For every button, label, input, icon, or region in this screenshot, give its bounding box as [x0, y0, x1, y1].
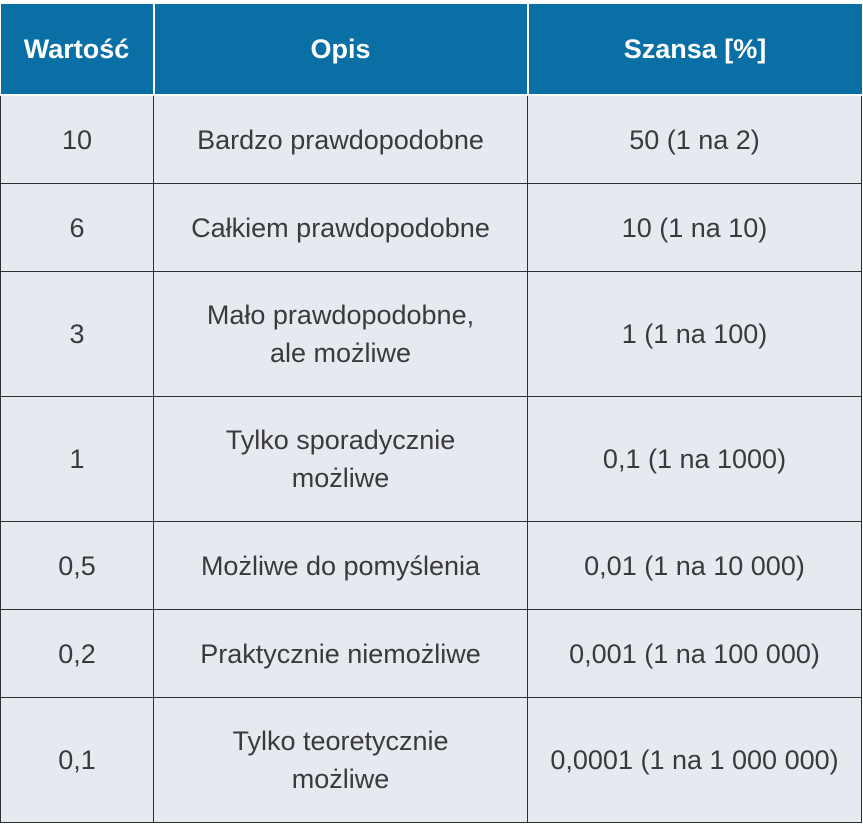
header-row: [1, 4, 862, 95]
cell-value: 0,5: [1, 522, 154, 610]
probability-table: [0, 4, 862, 823]
table-row: [1, 522, 862, 610]
description-line: Możliwe do pomyślenia: [200, 550, 481, 581]
cell-chance: 0,001 (1 na 100 000): [528, 610, 862, 698]
cell-description: [154, 272, 528, 397]
description-line: możliwe: [291, 463, 390, 493]
cell-description: [154, 397, 528, 522]
cell-description: [154, 95, 528, 184]
cell-description: [154, 184, 528, 272]
table-row: [1, 272, 862, 397]
table-row: [1, 698, 862, 823]
header-chance: Szansa [%]: [528, 4, 862, 95]
description-line: możliwe: [291, 764, 390, 794]
description-line: ale możliwe: [269, 338, 412, 368]
description-line: Tylko teoretycznie: [232, 726, 449, 756]
cell-chance: 10 (1 na 10): [528, 184, 862, 272]
table-row: [1, 95, 862, 184]
cell-chance: 0,1 (1 na 1000): [528, 397, 862, 522]
description-line: Praktycznie niemożliwe: [200, 638, 481, 669]
cell-value: 3: [1, 272, 154, 397]
table-header: [1, 4, 862, 95]
table-body: [1, 95, 862, 823]
header-description: Opis: [154, 4, 528, 95]
cell-value: 6: [1, 184, 154, 272]
cell-chance: 0,0001 (1 na 1 000 000): [528, 698, 862, 823]
cell-description: [154, 610, 528, 698]
cell-description: [154, 698, 528, 823]
table-row: [1, 397, 862, 522]
description-line: Tylko sporadycznie: [225, 425, 456, 455]
cell-value: 0,2: [1, 610, 154, 698]
description-line: Bardzo prawdopodobne: [197, 124, 484, 155]
table-row: [1, 184, 862, 272]
description-line: Całkiem prawdopodobne: [191, 212, 490, 243]
cell-chance: 1 (1 na 100): [528, 272, 862, 397]
cell-value: 10: [1, 95, 154, 184]
cell-chance: 0,01 (1 na 10 000): [528, 522, 862, 610]
description-line: Mało prawdopodobne,: [206, 300, 475, 330]
table-row: [1, 610, 862, 698]
cell-chance: 50 (1 na 2): [528, 95, 862, 184]
cell-value: 0,1: [1, 698, 154, 823]
header-value: Wartość: [1, 4, 154, 95]
cell-description: [154, 522, 528, 610]
cell-value: 1: [1, 397, 154, 522]
